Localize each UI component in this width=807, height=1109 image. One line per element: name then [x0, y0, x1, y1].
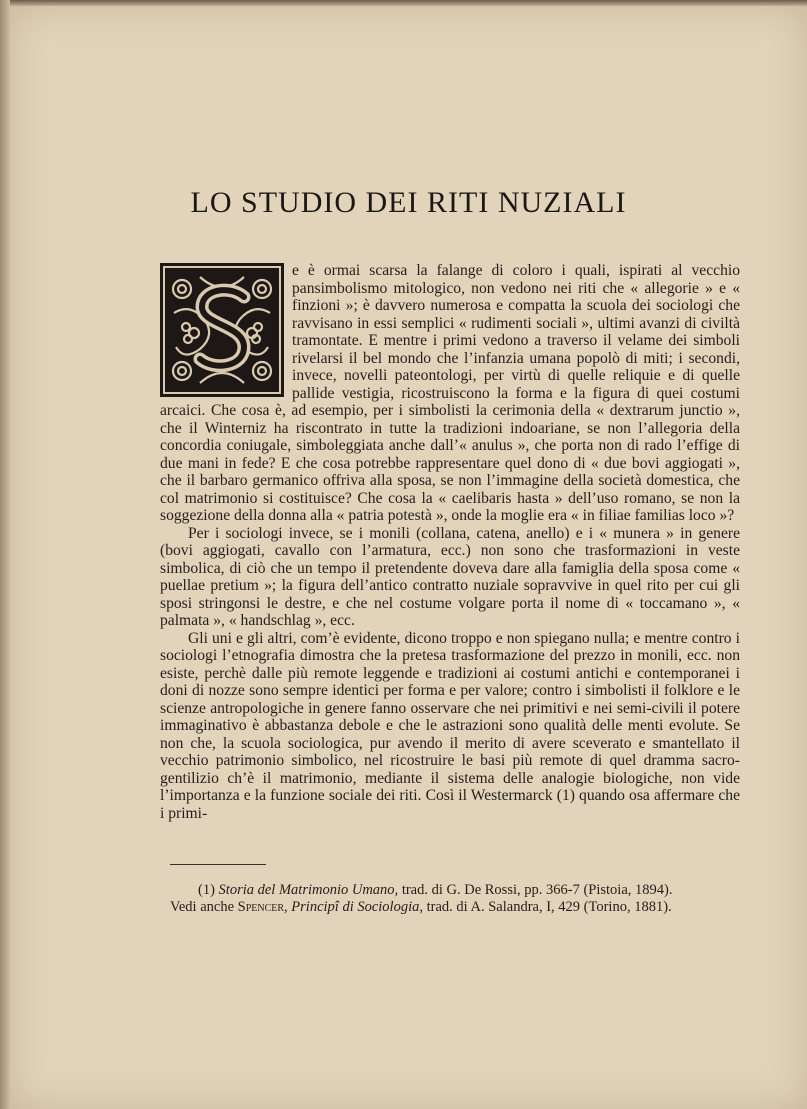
footnote-line-1 [170, 882, 750, 899]
footnote-prefix: Vedi anche [170, 898, 235, 915]
paragraph-2: Per i sociologi invece, se i monili (collana, catena, anello) e i « munera » in genere (bovi aggiogati, cavallo con l’armatura, ecc.) non sono che trasformazioni in veste simbolica, di ciò che un tempo il pretendente doveva dare alla famiglia della sposa come « puellae pretium »; la figura dell’antico contratto nuziale sopravvive in quel rito per cui gli sposi stringonsi le destre, e che nel costume volgare porta il nome di « toccamano », « palmata », « handschlag », ecc. [160, 524, 740, 629]
page-left-edge [0, 0, 10, 1109]
footnote-line-2: Vedi anche Spencer, Principî di Sociologia, trad. di A. Salandra, I, 429 (Torino, 1881). [170, 898, 672, 915]
body-text [160, 262, 740, 822]
footnote-citation-1: , trad. di G. De Rossi, pp. 366-7 (Pistoia, 1894). [394, 882, 673, 898]
footnote-title-2: Principî di Sociologia [291, 898, 420, 915]
footnote-title-1: Storia del Matrimonio Umano [218, 882, 395, 898]
ornamental-dropcap [160, 263, 284, 397]
footnote-marker: (1) [198, 882, 215, 898]
paragraph-3: Gli uni e gli altri, com’è evidente, dicono troppo e non spiegano nulla; e mentre contro i sociologi l’etnografia dimostra che la pretesa trasformazione del prezzo in monili, ecc. non esiste, perchè dalle più remote leggende e tradizioni ai costumi antichi e contemporanei i doni di nozze sono sempre identici per forma e per valore; contro i simbolisti il folklore e le scienze antropologiche in genere fanno osservare che nei primitivi e nei semi-civili il potere immaginativo è abbastanza debole e che le astrazioni sono qualità delle menti evolute. Se non che, la scuola sociologica, pur avendo il merito di avere sceverato e smantellato il vecchio patrimonio simbolico, nel ricostruire le basi più remote di quel dramma sacro-gentilizio ch’è il matrimonio, mediante il sistema delle analogie biologiche, non vide l’importanza e la funzione sociale dei riti. Così il Westermarck (1) quando osa affermare che i primi- [160, 629, 740, 822]
paragraph-1-text: e è ormai scarsa la falange di coloro i quali, ispirati al vecchio pansimbolismo mitologico, non vedono nei riti che « allegorie » e « finzioni »; è davvero numerosa e compatta la scuola dei sociologi che ravvisano in essi semplici « rudimenti sociali », ultimi avanzi di civiltà tramontate. E mentre i primi vedono a traverso il velame dei simboli rivelarsi il bel mondo che l’infanzia umana popolò di miti; i secondi, invece, novelli pateontologi, per virtù di quelle reliquie e di quelle pallide vestigia, ricostruiscono la forma e la figura di quei costumi arcaici. Che cosa è, ad esempio, per i simbolisti la cerimonia della « dextrarum junctio », che il Winterniz ha riscontrato in tutte la tradizioni indoariane, se non l’allegoria della concordia coniugale, simboleggiata anche dall’« anulus », che porta non di rado l’effige di due mani in fede? E che cosa potrebbe rappresentare quel dono di « due bovi aggiogati », che il barbaro germanico offriva alla sposa, se non l’immagine della società domestica, che col matrimonio si costituisce? Che cosa la « caelibaris hasta » dell’uso romano, se non la soggezione della donna alla « patria potestà », onde la moglie era « in filiae familias loco »? [160, 262, 740, 524]
book-page [10, 6, 807, 1109]
chapter-title: LO STUDIO DEI RITI NUZIALI [190, 186, 627, 219]
footnote-separator [170, 864, 266, 865]
paragraph-1 [160, 262, 740, 525]
footnote-author: Spencer [237, 898, 285, 915]
footnote-citation-2: , trad. di A. Salandra, I, 429 (Torino, 1881). [419, 898, 672, 915]
footnote [170, 882, 750, 915]
dropcap-ornament-icon [160, 263, 284, 397]
